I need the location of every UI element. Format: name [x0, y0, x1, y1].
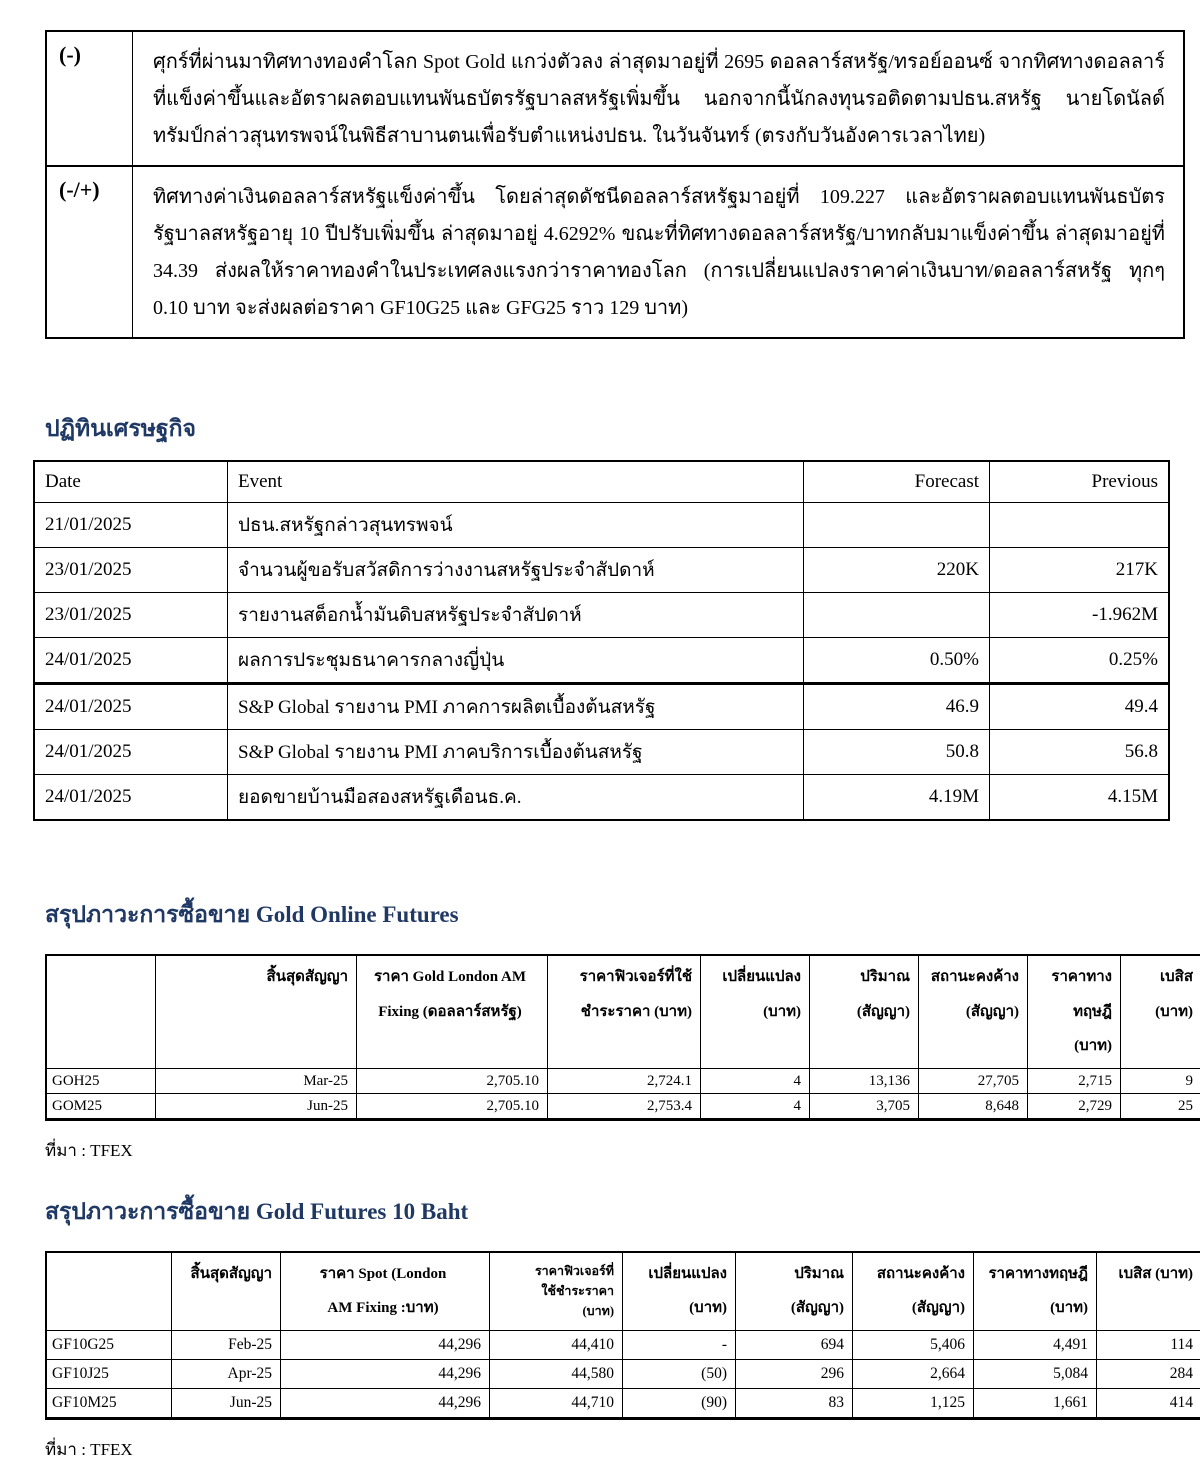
gold-10baht-body	[46, 1330, 1200, 1418]
table-row	[46, 1388, 1200, 1418]
table-row	[34, 548, 1169, 593]
table-cell: 296	[736, 1359, 853, 1388]
table-cell: 9	[1121, 1068, 1200, 1093]
col-header-5: ปริมาณ (สัญญา)	[736, 1252, 853, 1331]
economic-calendar-table	[33, 460, 1170, 821]
table-cell: 2,715	[1028, 1068, 1121, 1093]
sentiment-label-negative: (-)	[47, 32, 133, 165]
table-cell: 4	[701, 1093, 810, 1119]
table-cell: ยอดขายบ้านมือสองสหรัฐเดือนธ.ค.	[228, 775, 804, 821]
table-row	[34, 775, 1169, 821]
source-note-gold-online: ที่มา : TFEX	[45, 1137, 1185, 1164]
col-header-2: Forecast	[804, 461, 990, 503]
market-summary-box	[45, 30, 1185, 339]
table-cell: (90)	[623, 1388, 736, 1418]
col-header-8: เบสิส (บาท)	[1097, 1252, 1200, 1331]
table-cell: 694	[736, 1330, 853, 1359]
table-cell: 24/01/2025	[34, 684, 228, 730]
table-cell: 0.25%	[990, 638, 1170, 684]
table-cell: 24/01/2025	[34, 730, 228, 775]
table-cell	[804, 593, 990, 638]
table-cell: 23/01/2025	[34, 548, 228, 593]
table-cell: 2,724.1	[548, 1068, 701, 1093]
table-row	[46, 1093, 1200, 1119]
gold-10baht-section-title: สรุปภาวะการซื้อขาย Gold Futures 10 Baht	[45, 1194, 1185, 1230]
summary-row-negative	[47, 32, 1183, 167]
table-cell: 24/01/2025	[34, 775, 228, 821]
table-cell: 114	[1097, 1330, 1200, 1359]
col-header-3: ราคาฟิวเจอร์ที่ใช้ ชำระราคา (บาท)	[548, 955, 701, 1068]
table-cell: 44,710	[490, 1388, 623, 1418]
table-cell: -	[623, 1330, 736, 1359]
table-cell: 1,661	[974, 1388, 1097, 1418]
table-cell: Jun-25	[172, 1388, 281, 1418]
sentiment-label-mixed: (-/+)	[47, 167, 133, 337]
table-row	[46, 1359, 1200, 1388]
table-cell: 220K	[804, 548, 990, 593]
col-header-4: เปลี่ยนแปลง (บาท)	[623, 1252, 736, 1331]
table-cell	[990, 503, 1170, 548]
summary-text-negative: ศุกร์ที่ผ่านมาทิศทางทองคำโลก Spot Gold แกว่งตัวลง ล่าสุดมาอยู่ที่ 2695 ดอลลาร์สหรัฐ/ทรอย์ออนซ์ จากทิศทางดอลลาร์ที่แข็งค่าขึ้นและอัตราผลตอบแทนพันธบัตรรัฐบาลสหรัฐเพิ่มขึ้น นอกจากนี้นักลงทุนรอติดตามปธน.สหรัฐ นายโดนัลด์ ทรัมป์กล่าวสุนทรพจน์ในพิธีสาบานตนเพื่อรับตำแหน่งปธน. ในวันจันทร์ (ตรงกับวันอังคารเวลาไทย)	[133, 32, 1183, 165]
table-cell: Jun-25	[156, 1093, 357, 1119]
table-cell: 56.8	[990, 730, 1170, 775]
table-row	[34, 638, 1169, 684]
table-cell: 4.19M	[804, 775, 990, 821]
table-cell: 2,664	[853, 1359, 974, 1388]
table-cell: 217K	[990, 548, 1170, 593]
gold-online-header-row	[46, 955, 1200, 1068]
col-header-5: ปริมาณ (สัญญา)	[810, 955, 919, 1068]
table-row	[46, 1068, 1200, 1093]
col-header-3: Previous	[990, 461, 1170, 503]
calendar-body	[34, 503, 1169, 821]
table-cell: 44,296	[281, 1388, 490, 1418]
table-cell: 4	[701, 1068, 810, 1093]
table-cell: 25	[1121, 1093, 1200, 1119]
table-cell: S&P Global รายงาน PMI ภาคการผลิตเบื้องต้นสหรัฐ	[228, 684, 804, 730]
summary-row-mixed	[47, 167, 1183, 337]
table-cell: 5,084	[974, 1359, 1097, 1388]
table-cell: 414	[1097, 1388, 1200, 1418]
table-cell: 49.4	[990, 684, 1170, 730]
col-header-2: ราคา Gold London AM Fixing (ดอลลาร์สหรัฐ)	[357, 955, 548, 1068]
col-header-0	[46, 955, 156, 1068]
table-cell: GF10J25	[46, 1359, 172, 1388]
table-row	[34, 684, 1169, 730]
col-header-3: ราคาฟิวเจอร์ที่ ใช้ชำระราคา (บาท)	[490, 1252, 623, 1331]
calendar-header-row	[34, 461, 1169, 503]
col-header-7: ราคาทางทฤษฎี (บาท)	[974, 1252, 1097, 1331]
spacer	[45, 339, 1185, 411]
table-cell: Feb-25	[172, 1330, 281, 1359]
gold-online-section-title: สรุปภาวะการซื้อขาย Gold Online Futures	[45, 897, 1185, 933]
col-header-6: สถานะคงค้าง (สัญญา)	[919, 955, 1028, 1068]
table-row	[34, 593, 1169, 638]
col-header-7: ราคาทางทฤษฎี (บาท)	[1028, 955, 1121, 1068]
table-cell: รายงานสต็อกน้ำมันดิบสหรัฐประจำสัปดาห์	[228, 593, 804, 638]
table-cell: 2,705.10	[357, 1093, 548, 1119]
table-cell: 44,296	[281, 1359, 490, 1388]
table-cell: GOM25	[46, 1093, 156, 1119]
spacer	[45, 1243, 1185, 1251]
table-cell: 23/01/2025	[34, 593, 228, 638]
spacer	[45, 946, 1185, 954]
table-cell: GF10M25	[46, 1388, 172, 1418]
col-header-0: Date	[34, 461, 228, 503]
table-cell: จำนวนผู้ขอรับสวัสดิการว่างงานสหรัฐประจำสัปดาห์	[228, 548, 804, 593]
gold-online-body	[46, 1068, 1200, 1119]
gold-futures-10baht-table	[45, 1251, 1200, 1420]
table-cell: 83	[736, 1388, 853, 1418]
table-cell: 24/01/2025	[34, 638, 228, 684]
table-cell: 4.15M	[990, 775, 1170, 821]
table-cell: 2,729	[1028, 1093, 1121, 1119]
table-cell: 21/01/2025	[34, 503, 228, 548]
table-cell: 2,705.10	[357, 1068, 548, 1093]
table-cell: ผลการประชุมธนาคารกลางญี่ปุ่น	[228, 638, 804, 684]
calendar-section-title: ปฏิทินเศรษฐกิจ	[45, 411, 1185, 447]
table-cell: 0.50%	[804, 638, 990, 684]
spacer	[45, 1164, 1185, 1194]
table-cell: 1,125	[853, 1388, 974, 1418]
table-row	[34, 730, 1169, 775]
source-note-gold-10baht: ที่มา : TFEX	[45, 1436, 1185, 1463]
table-cell: ปธน.สหรัฐกล่าวสุนทรพจน์	[228, 503, 804, 548]
table-row	[34, 503, 1169, 548]
spacer	[45, 821, 1185, 897]
col-header-1: สิ้นสุดสัญญา	[172, 1252, 281, 1331]
table-cell: Mar-25	[156, 1068, 357, 1093]
table-cell: -1.962M	[990, 593, 1170, 638]
table-cell: 284	[1097, 1359, 1200, 1388]
table-row	[46, 1330, 1200, 1359]
col-header-2: ราคา Spot (London AM Fixing :บาท)	[281, 1252, 490, 1331]
table-cell: 2,753.4	[548, 1093, 701, 1119]
table-cell: (50)	[623, 1359, 736, 1388]
table-cell: 8,648	[919, 1093, 1028, 1119]
col-header-1: สิ้นสุดสัญญา	[156, 955, 357, 1068]
table-cell: S&P Global รายงาน PMI ภาคบริการเบื้องต้นสหรัฐ	[228, 730, 804, 775]
table-cell: 44,580	[490, 1359, 623, 1388]
col-header-0	[46, 1252, 172, 1331]
table-cell: 50.8	[804, 730, 990, 775]
table-cell: Apr-25	[172, 1359, 281, 1388]
gold-10baht-header-row	[46, 1252, 1200, 1331]
table-cell: 13,136	[810, 1068, 919, 1093]
table-cell: 5,406	[853, 1330, 974, 1359]
table-cell: 27,705	[919, 1068, 1028, 1093]
table-cell	[804, 503, 990, 548]
table-cell: 44,296	[281, 1330, 490, 1359]
col-header-8: เบสิส (บาท)	[1121, 955, 1200, 1068]
table-cell: 46.9	[804, 684, 990, 730]
gold-online-futures-table	[45, 954, 1200, 1121]
summary-text-mixed: ทิศทางค่าเงินดอลลาร์สหรัฐแข็งค่าขึ้น โดยล่าสุดดัชนีดอลลาร์สหรัฐมาอยู่ที่ 109.227 และอัตราผลตอบแทนพันธบัตรรัฐบาลสหรัฐอายุ 10 ปีปรับเพิ่มขึ้น ล่าสุดมาอยู่ 4.6292% ขณะที่ทิศทางดอลลาร์สหรัฐ/บาทกลับมาแข็งค่าขึ้น ล่าสุดมาอยู่ที่ 34.39 ส่งผลให้ราคาทองคำในประเทศลงแรงกว่าราคาทองโลก (การเปลี่ยนแปลงราคาค่าเงินบาท/ดอลลาร์สหรัฐ ทุกๆ 0.10 บาท จะส่งผลต่อราคา GF10G25 และ GFG25 ราว 129 บาท)	[133, 167, 1183, 337]
table-cell: 4,491	[974, 1330, 1097, 1359]
table-cell: 44,410	[490, 1330, 623, 1359]
col-header-6: สถานะคงค้าง (สัญญา)	[853, 1252, 974, 1331]
table-cell: 3,705	[810, 1093, 919, 1119]
col-header-1: Event	[228, 461, 804, 503]
col-header-4: เปลี่ยนแปลง (บาท)	[701, 955, 810, 1068]
table-cell: GOH25	[46, 1068, 156, 1093]
table-cell: GF10G25	[46, 1330, 172, 1359]
